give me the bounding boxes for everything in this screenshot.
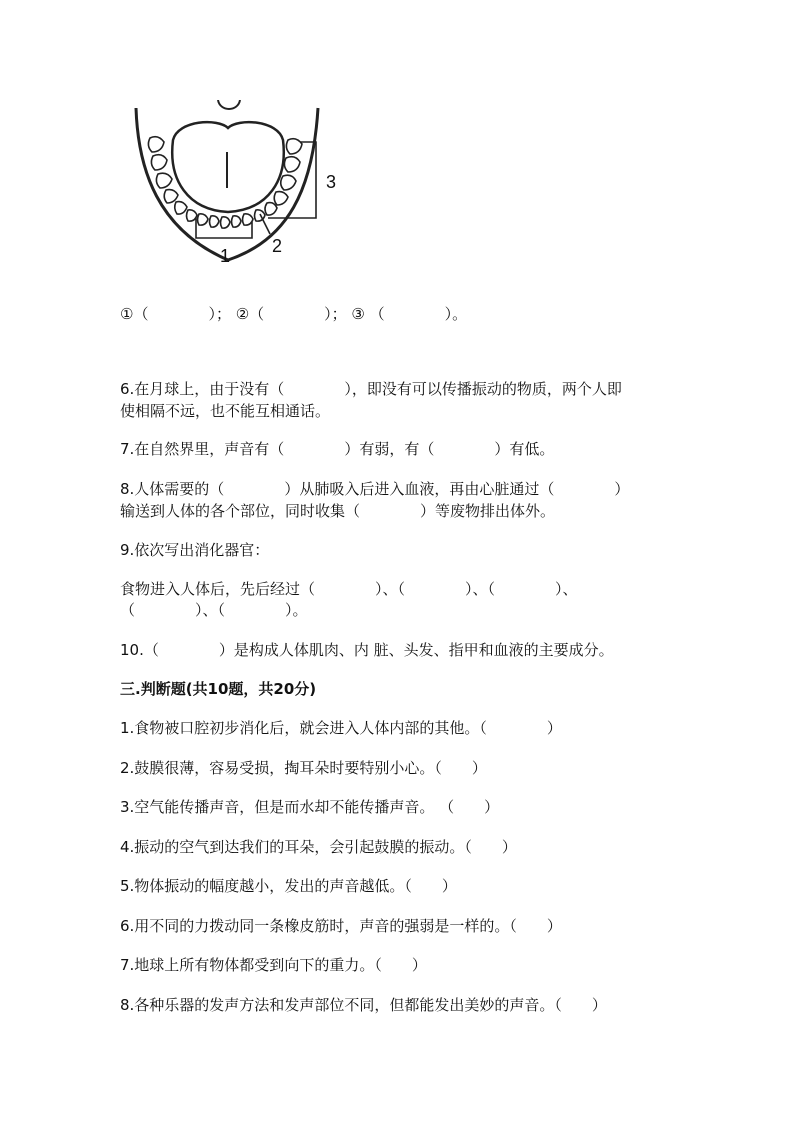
q5-answer-line: ①（ ）； ②（ ）； ③ （ ）。 bbox=[120, 305, 468, 323]
mouth-teeth-diagram bbox=[128, 100, 358, 268]
q8-line-1: 8.人体需要的（ ）从肺吸入后进入血液，再由心脏通过（ ） bbox=[120, 480, 630, 498]
judge-item: 2.鼓膜很薄，容易受损，掏耳朵时要特别小心。（ ） bbox=[120, 759, 487, 777]
section3-title: 三.判断题(共10题，共20分) bbox=[120, 680, 317, 698]
judge-item: 6.用不同的力拨动同一条橡皮筋时，声音的强弱是一样的。（ ） bbox=[120, 917, 562, 935]
judge-item: 7.地球上所有物体都受到向下的重力。（ ） bbox=[120, 956, 427, 974]
q9-title: 9.依次写出消化器官： bbox=[120, 541, 270, 559]
judge-item: 4.振动的空气到达我们的耳朵，会引起鼓膜的振动。（ ） bbox=[120, 838, 517, 856]
q8-line-2: 输送到人体的各个部位，同时收集（ ）等废物排出体外。 bbox=[120, 502, 556, 520]
teeth-illustration bbox=[128, 100, 358, 268]
q6-line-1: 6.在月球上，由于没有（ ），即没有可以传播振动的物质，两个人即 bbox=[120, 380, 622, 398]
diagram-label-2: 2 bbox=[272, 236, 283, 256]
q9-line-2: （ ）、（ ）。 bbox=[120, 601, 308, 619]
judge-item: 1.食物被口腔初步消化后，就会进入人体内部的其他。（ ） bbox=[120, 719, 562, 737]
q7-line: 7.在自然界里，声音有（ ）有弱，有（ ）有低。 bbox=[120, 440, 555, 458]
diagram-label-1: 1 bbox=[220, 246, 231, 266]
judge-item: 8.各种乐器的发声方法和发声部位不同，但都能发出美妙的声音。（ ） bbox=[120, 996, 607, 1014]
judge-item: 3.空气能传播声音，但是而水却不能传播声音。 （ ） bbox=[120, 798, 500, 816]
q10-line: 10.（ ）是构成人体肌肉、内 脏、头发、指甲和血液的主要成分。 bbox=[120, 641, 614, 659]
q9-line-1: 食物进入人体后，先后经过（ ）、（ ）、（ ）、 bbox=[120, 580, 578, 598]
judge-item: 5.物体振动的幅度越小，发出的声音越低。（ ） bbox=[120, 877, 457, 895]
q6-line-2: 使相隔不远，也不能互相通话。 bbox=[120, 402, 331, 420]
diagram-label-3: 3 bbox=[326, 172, 337, 192]
